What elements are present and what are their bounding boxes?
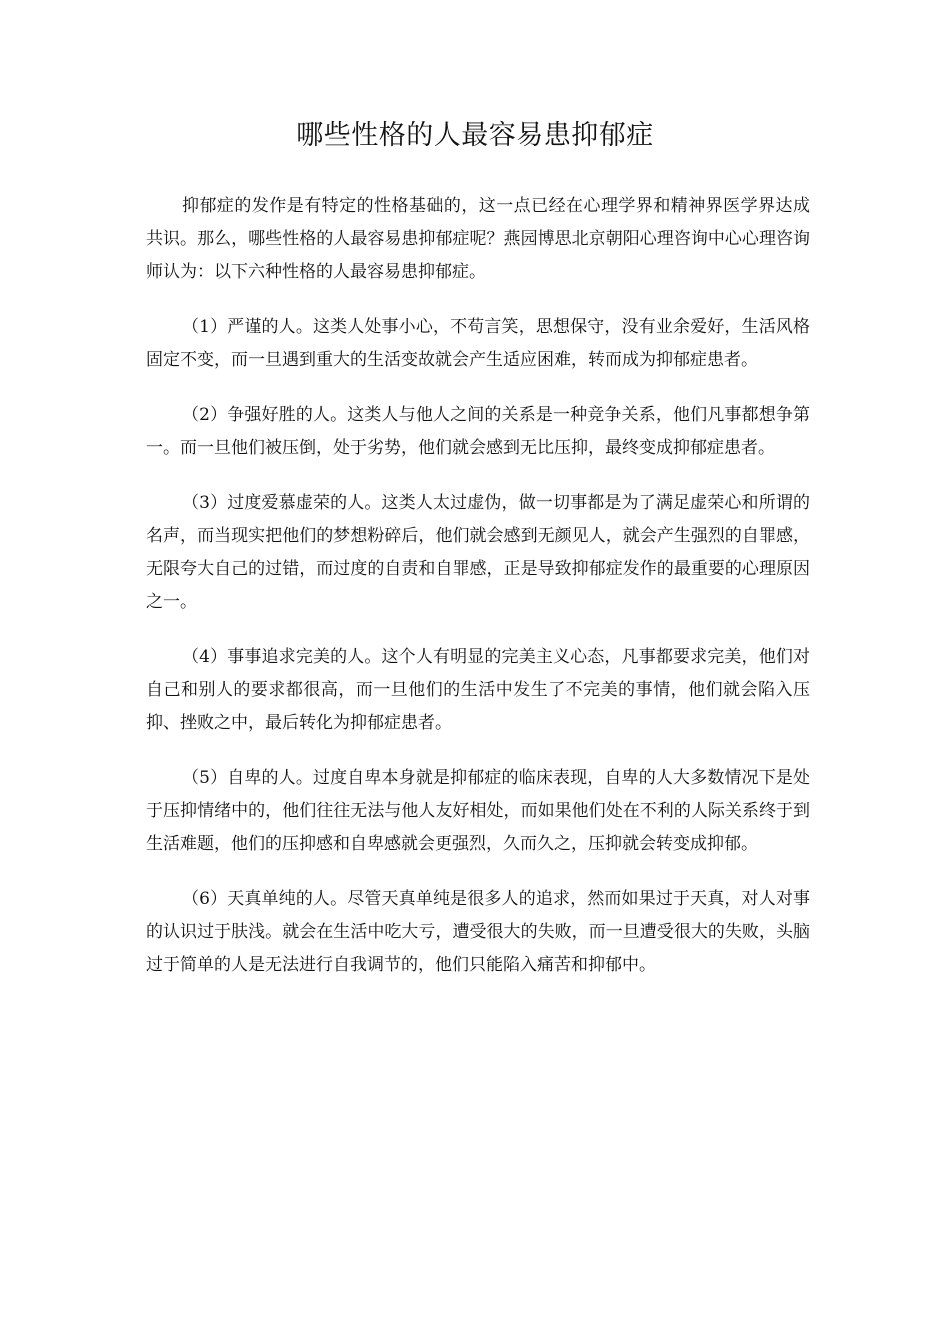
paragraph-item-3: （3）过度爱慕虚荣的人。这类人太过虚伪，做一切事都是为了满足虚荣心和所谓的名声，而当现实把他们的梦想粉碎后，他们就会感到无颜见人，就会产生强烈的自罪感，无限夸大自己的过错，而过度的自责和自罪感，正是导致抑郁症发作的最重要的心理原因之一。 — [146, 493, 810, 612]
paragraph-item-4: （4）事事追求完美的人。这个人有明显的完美主义心态，凡事都要求完美，他们对自己和别人的要求都很高，而一旦他们的生活中发生了不完美的事情，他们就会陷入压抑、挫败之中，最后转化为抑郁症患者。 — [146, 647, 810, 733]
paragraph-intro: 抑郁症的发作是有特定的性格基础的，这一点已经在心理学界和精神界医学界达成共识。那么，哪些性格的人最容易患抑郁症呢？燕园博思北京朝阳心理咨询中心心理咨询师认为：以下六种性格的人最容易患抑郁症。 — [146, 196, 810, 282]
document-title: 哪些性格的人最容易患抑郁症 — [296, 120, 654, 151]
paragraph-item-5: （5）自卑的人。过度自卑本身就是抑郁症的临床表现，自卑的人大多数情况下是处于压抑情绪中的，他们往往无法与他人友好相处，而如果他们处在不利的人际关系终于到生活难题，他们的压抑感和自卑感就会更强烈，久而久之，压抑就会转变成抑郁。 — [146, 768, 810, 854]
paragraph-item-2: （2）争强好胜的人。这类人与他人之间的关系是一种竞争关系，他们凡事都想争第一。而一旦他们被压倒，处于劣势，他们就会感到无比压抑，最终变成抑郁症患者。 — [146, 405, 810, 458]
paragraph-item-1: （1）严谨的人。这类人处事小心，不苟言笑，思想保守，没有业余爱好，生活风格固定不变，而一旦遇到重大的生活变故就会产生适应困难，转而成为抑郁症患者。 — [146, 317, 810, 370]
paragraph-item-6: （6）天真单纯的人。尽管天真单纯是很多人的追求，然而如果过于天真，对人对事的认识过于肤浅。就会在生活中吃大亏，遭受很大的失败，而一旦遭受很大的失败，头脑过于简单的人是无法进行自我调节的，他们只能陷入痛苦和抑郁中。 — [146, 889, 810, 975]
document-body — [146, 190, 810, 1004]
